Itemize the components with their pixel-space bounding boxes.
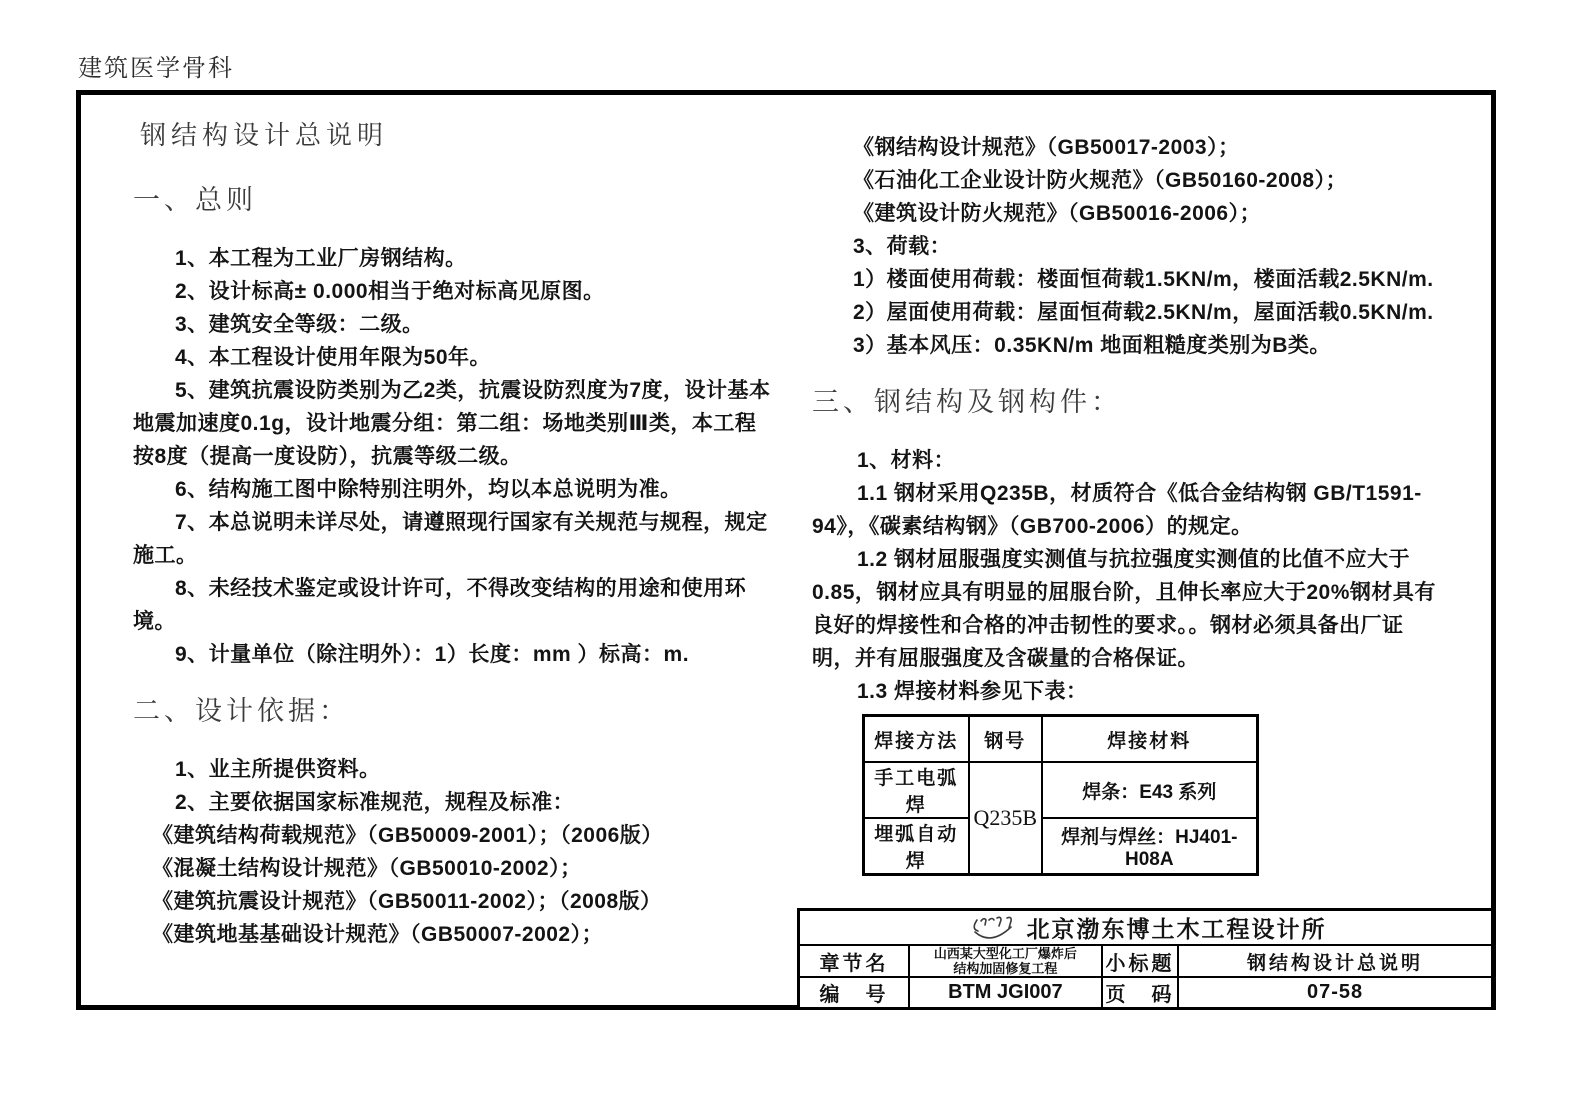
list-item: 3、建筑安全等级：二级。 [175, 313, 424, 336]
cell-material: 焊剂与焊丝：HJ401-H08A [1042, 818, 1257, 875]
chapter-label: 章节名 [799, 945, 909, 977]
cell-material: 焊条：E43 系列 [1042, 762, 1257, 818]
list-item: 2、设计标高± 0.000相当于绝对标高见原图。 [175, 280, 605, 303]
cell-steel-grade: Q235B [969, 762, 1043, 875]
page-label: 页 码 [1102, 977, 1178, 1009]
cell-method: 手工电弧焊 [864, 762, 969, 818]
list-item: 1、业主所提供资料。 [175, 758, 381, 781]
page-value: 07-58 [1178, 977, 1492, 1009]
page-header-watermark: 建筑医学骨科 [78, 56, 234, 82]
list-item-continuation: 明，并有屈服强度及含碳量的合格保证。 [812, 647, 1199, 670]
list-item: 5、建筑抗震设防类别为乙2类，抗震设防烈度为7度，设计基本 [175, 379, 771, 402]
section-heading-3: 三、钢结构及钢构件： [812, 387, 1122, 417]
list-item: 2）屋面使用荷载：屋面恒荷载2.5KN/m，屋面活载0.5KN/m. [853, 301, 1434, 324]
project-name-line1: 山西某大型化工厂爆炸后 [933, 946, 1077, 961]
standard-reference: 《建筑设计防火规范》（GB50016-2006）； [853, 202, 1262, 225]
list-item: 4、本工程设计使用年限为50年。 [175, 346, 492, 369]
list-item: 7、本总说明未详尽处，请遵照现行国家有关规范与规程，规定 [175, 511, 768, 534]
list-item: 1.1 钢材采用Q235B，材质符合《低合金结构钢 GB/T1591- [857, 482, 1422, 505]
institute-row [799, 910, 1493, 946]
standard-reference: 《石油化工企业设计防火规范》（GB50160-2008）； [853, 169, 1348, 192]
title-block [797, 908, 1494, 1010]
section-heading-2: 二、设计依据： [133, 696, 350, 726]
number-row [799, 977, 1493, 1009]
list-item-continuation: 良好的焊接性和合格的冲击韧性的要求。。钢材必须具备出厂证 [812, 614, 1404, 637]
number-value: BTM JGI007 [909, 977, 1102, 1009]
table-row [864, 818, 1258, 875]
subtitle-value: 钢结构设计总说明 [1178, 945, 1492, 977]
table-row [864, 762, 1258, 818]
chapter-row [799, 945, 1493, 977]
column-header-method: 焊接方法 [864, 716, 969, 763]
list-item: 3）基本风压：0.35KN/m 地面粗糙度类别为B类。 [853, 334, 1331, 357]
list-item-continuation: 施工。 [133, 544, 198, 567]
table-header-row [864, 716, 1258, 763]
list-item-continuation: 94》，《碳素结构钢》（GB700-2006）的规定。 [812, 515, 1253, 538]
list-item: 1）楼面使用荷载：楼面恒荷载1.5KN/m，楼面活载2.5KN/m. [853, 268, 1434, 291]
project-name-line2: 结构加固修复工程 [953, 961, 1058, 976]
standard-reference: 《建筑地基基础设计规范》（GB50007-2002）； [152, 923, 604, 946]
list-item-continuation: 地震加速度0.1g，设计地震分组：第二组：场地类别Ⅲ类，本工程 [133, 412, 757, 435]
column-header-material: 焊接材料 [1042, 716, 1257, 763]
list-item: 1.3 焊接材料参见下表： [857, 680, 1088, 703]
cell-method: 埋弧自动焊 [864, 818, 969, 875]
list-item: 1、本工程为工业厂房钢结构。 [175, 247, 467, 270]
list-item: 8、未经技术鉴定或设计许可，不得改变结构的用途和使用环 [175, 577, 747, 600]
number-label: 编 号 [799, 977, 909, 1009]
doc-title: 钢结构设计总说明 [140, 121, 389, 150]
section-heading-1: 一、总则 [133, 185, 257, 215]
list-item: 6、结构施工图中除特别注明外，均以本总说明为准。 [175, 478, 682, 501]
standard-reference: 《混凝土结构设计规范》（GB50010-2002）； [152, 857, 582, 880]
list-item-continuation: 0.85，钢材应具有明显的屈服台阶，且伸长率应大于20%钢材具有 [812, 581, 1436, 604]
list-item-continuation: 境。 [133, 610, 176, 633]
signature-logo-icon [965, 914, 1017, 942]
list-item: 9、计量单位（除注明外）：1）长度：mm ）标高：m. [175, 643, 690, 666]
list-item: 1.2 钢材屈服强度实测值与抗拉强度实测值的比值不应大于 [857, 548, 1411, 571]
standard-reference: 《建筑结构荷载规范》（GB50009-2001）；（2006版） [152, 824, 663, 847]
list-item: 3、荷载： [853, 235, 952, 258]
institute-name: 北京渤东博土木工程设计所 [1026, 916, 1327, 942]
right-text-column [812, 131, 1492, 876]
weld-materials-table [862, 714, 1259, 876]
list-item: 2、主要依据国家标准规范，规程及标准： [175, 791, 575, 814]
list-item: 1、材料： [857, 449, 956, 472]
column-header-steel: 钢号 [969, 716, 1043, 763]
subtitle-label: 小标题 [1102, 945, 1178, 977]
list-item-continuation: 按8度（提高一度设防），抗震等级二级。 [133, 445, 522, 468]
left-text-column [133, 120, 813, 951]
standard-reference: 《钢结构设计规范》（GB50017-2003）； [853, 136, 1240, 159]
standard-reference: 《建筑抗震设计规范》（GB50011-2002）；（2008版） [152, 890, 662, 913]
chapter-value [909, 945, 1102, 977]
